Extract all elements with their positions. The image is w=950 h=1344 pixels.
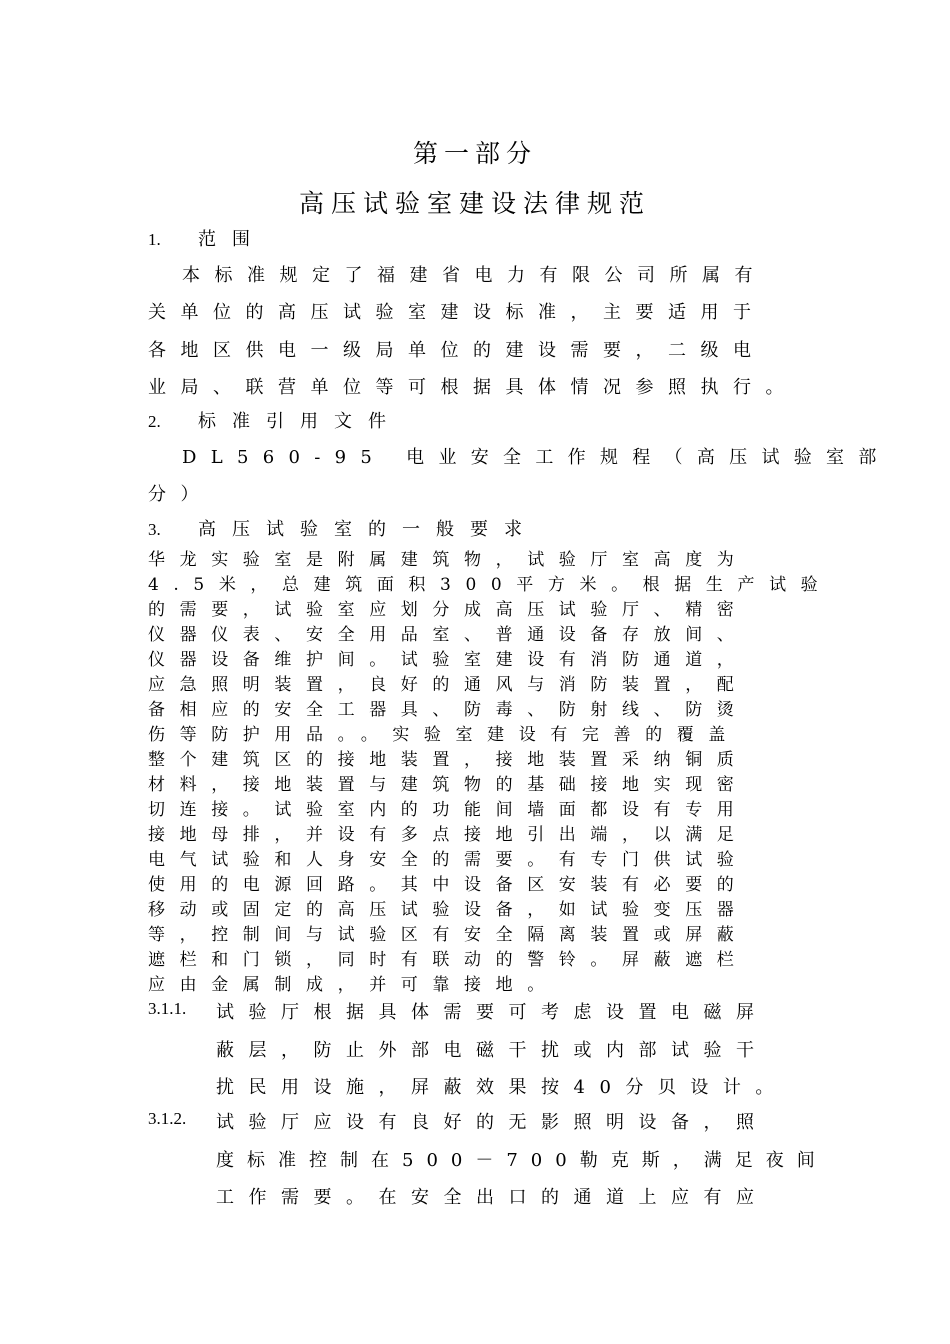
paragraph-line: 仪器设备维护间。试验室建设有消防通道， bbox=[148, 650, 749, 670]
section-number: 3. bbox=[148, 520, 161, 539]
paragraph-line: 电气试验和人身安全的需要。有专门供试验 bbox=[148, 850, 749, 870]
general-requirements-paragraph bbox=[148, 548, 832, 998]
paragraph-line: 应由金属制成，并可靠接地。 bbox=[148, 975, 559, 995]
paragraph-line: 整个建筑区的接地装置，接地装置采纳铜质 bbox=[148, 750, 749, 770]
section-heading-references bbox=[148, 407, 402, 433]
section-heading-scope bbox=[148, 225, 266, 251]
paragraph-line: 华龙实验室是附属建筑物，试验厅室高度为 bbox=[148, 550, 749, 570]
section-title: 高压试验室的一般要求 bbox=[198, 519, 538, 540]
scope-line: 关单位的高压试验室建设标准，主要适用于 bbox=[148, 302, 766, 323]
paragraph-line: 的需要，试验室应划分成高压试验厅、精密 bbox=[148, 600, 749, 620]
subsection-line: 试验厅应设有良好的无影照明设备，照 bbox=[216, 1112, 769, 1133]
paragraph-line: 接地母排，并设有多点接地引出端，以满足 bbox=[148, 825, 749, 845]
paragraph-line: 材料，接地装置与建筑物的基础接地实现密 bbox=[148, 775, 749, 795]
document-title: 高压试验室建设法律规范 bbox=[298, 189, 651, 218]
paragraph-line: 遮栏和门锁，同时有联动的警铃。屏蔽遮栏 bbox=[148, 950, 749, 970]
section-title: 范围 bbox=[198, 229, 266, 250]
part-title: 第一部分 bbox=[412, 139, 537, 168]
scope-line: 各地区供电一级局单位的建设需要，二级电 bbox=[148, 340, 766, 361]
section-heading-general-requirements bbox=[148, 515, 538, 541]
subsection-number: 3.1.1. bbox=[148, 999, 187, 1018]
paragraph-line: 4.5米，总建筑面积300平方米。根据生产试验 bbox=[148, 575, 833, 595]
paragraph-line: 等，控制间与试验区有安全隔离装置或屏蔽 bbox=[148, 925, 749, 945]
subsection-line: 工作需要。在安全出口的通道上应有应 bbox=[216, 1187, 769, 1208]
paragraph-line: 伤等防护用品。。实验室建设有完善的覆盖 bbox=[148, 725, 740, 745]
scope-line: 本标准规定了福建省电力有限公司所属有 bbox=[182, 265, 767, 286]
paragraph-line: 应急照明装置，良好的通风与消防装置，配 bbox=[148, 675, 749, 695]
subsection-line: 蔽层，防止外部电磁干扰或内部试验干 bbox=[216, 1040, 769, 1061]
subsection-number: 3.1.2. bbox=[148, 1109, 187, 1128]
subsection-line: 扰民用设施，屏蔽效果按40分贝设计。 bbox=[216, 1077, 788, 1098]
section-title: 标准引用文件 bbox=[198, 411, 402, 432]
paragraph-line: 使用的电源回路。其中设备区安装有必要的 bbox=[148, 875, 749, 895]
paragraph-line: 备相应的安全工器具、防毒、防射线、防烫 bbox=[148, 700, 749, 720]
scope-line: 业局、联营单位等可根据具体情况参照执行。 bbox=[148, 377, 798, 398]
reference-line: 分） bbox=[148, 484, 213, 505]
subsection-line: 度标准控制在500－700勒克斯，满足夜间 bbox=[216, 1150, 828, 1171]
section-number: 1. bbox=[148, 230, 161, 249]
reference-line: DL560-95 电业安全工作规程（高压试验室部 bbox=[182, 447, 891, 468]
paragraph-line: 移动或固定的高压试验设备，如试验变压器 bbox=[148, 900, 749, 920]
subsection-line: 试验厅根据具体需要可考虑设置电磁屏 bbox=[216, 1002, 769, 1023]
paragraph-line: 仪器仪表、安全用品室、普通设备存放间、 bbox=[148, 625, 749, 645]
paragraph-line: 切连接。试验室内的功能间墙面都设有专用 bbox=[148, 800, 749, 820]
section-number: 2. bbox=[148, 412, 161, 431]
